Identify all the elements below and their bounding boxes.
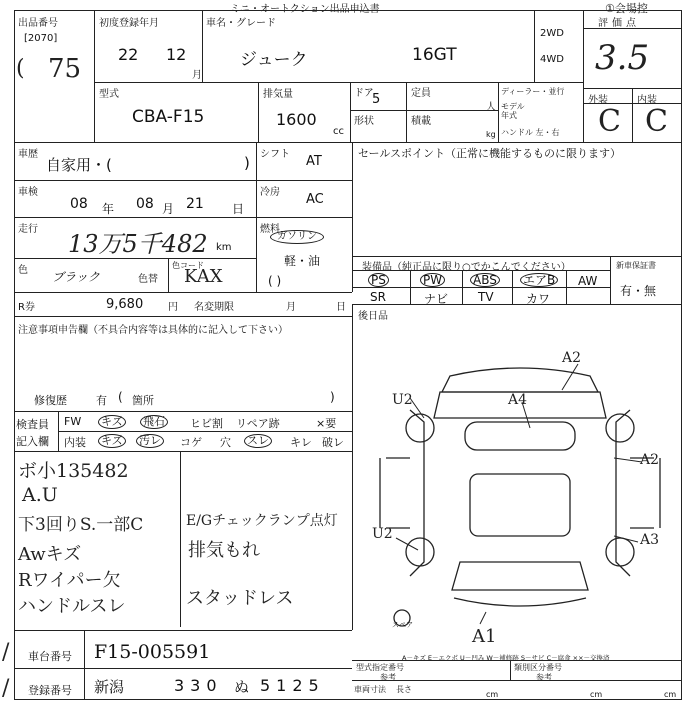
interior-label: 内装 xyxy=(637,95,657,106)
doors-value: 5 xyxy=(372,92,381,107)
registration-month-unit: 月 xyxy=(192,70,202,81)
shift-value: AT xyxy=(306,154,322,169)
insp-cut: キレ xyxy=(290,436,312,449)
note-right-3: スタッドレス xyxy=(186,588,294,609)
fuel-diesel: 軽・油 xyxy=(284,254,321,268)
registration-label: 初度登録年月 xyxy=(99,18,159,29)
equip-leather[interactable]: カワ xyxy=(526,292,551,306)
chassis-value: F15-005591 xyxy=(94,641,211,663)
note-left-5: Rワイパー欠 xyxy=(18,570,121,591)
repair-parts: 箇所 xyxy=(132,394,154,407)
equipment-label: 装備品（純正品に限り○でかこんでください） xyxy=(362,262,571,273)
plate-kana: ぬ xyxy=(234,678,250,696)
color-label: 色 xyxy=(18,265,28,276)
damage-legend: A－キズ E－エクボ U－凹み W－補修跡 S－サビ C－腐食 ××－交換済 xyxy=(402,654,610,662)
car-grade-label: 車名・グレード xyxy=(206,18,276,29)
inspector-label-1: 検査員 xyxy=(16,418,49,431)
model-value: CBA-F15 xyxy=(132,107,205,127)
displacement-value: 1600 xyxy=(276,110,317,129)
repair-paren-open: ( xyxy=(118,390,123,404)
plate-number: 5125 xyxy=(260,676,325,695)
class-ref: 参考 xyxy=(536,673,552,682)
mileage-value: 13万5千482 xyxy=(68,230,208,258)
shape-label: 形状 xyxy=(354,116,374,127)
car-grade: 16GT xyxy=(412,45,457,65)
inspection-day-unit: 日 xyxy=(232,202,245,216)
displacement-unit: cc xyxy=(333,126,344,137)
note-right-2: 排気もれ xyxy=(188,540,260,561)
damage-mark-5: U2 xyxy=(372,526,393,542)
note-right-1: E/Gチェックランプ点灯 xyxy=(186,513,338,529)
fuel-other: ( ) xyxy=(268,274,282,288)
insp-crack: ヒビ割 xyxy=(190,417,223,430)
insp-tear: 破レ xyxy=(322,436,344,449)
note-left-1: ボ小135482 xyxy=(18,460,129,482)
color-code-value: KAX xyxy=(184,266,223,287)
color-value: ブラック xyxy=(52,270,100,284)
capacity-label: 定員 xyxy=(411,88,431,99)
aircon-label: 冷房 xyxy=(260,187,280,198)
note-left-2: A.U xyxy=(22,484,58,506)
rating-value: 3.5 xyxy=(595,38,650,78)
lot-code: [2070] xyxy=(24,33,58,44)
insp-interior: 内装 xyxy=(64,436,86,449)
load-unit: kg xyxy=(486,130,496,139)
insp-int-scratch: キズ xyxy=(98,434,126,448)
fuel-label: 燃料 xyxy=(260,224,280,235)
insp-repair: リペア跡 xyxy=(236,417,280,430)
equip-airbag[interactable]: エアB xyxy=(520,273,558,287)
recycle-value: 9,680 xyxy=(106,297,144,312)
plate-region: 新潟 xyxy=(94,678,125,696)
inspection-year-unit: 年 xyxy=(102,202,115,216)
class-label: 類別区分番号 xyxy=(514,663,562,672)
color-code-label: 色コード xyxy=(172,261,204,270)
model-label: 型式 xyxy=(99,89,119,100)
damage-mark-4: A2 xyxy=(640,452,660,468)
repair-label: 修復歴 xyxy=(34,394,67,407)
length-unit-3: cm xyxy=(664,690,677,699)
note-left-4: Awキズ xyxy=(18,544,82,565)
insp-fw: FW xyxy=(64,415,82,428)
doors-label: ドア xyxy=(354,88,374,99)
equip-abs[interactable]: ABS xyxy=(470,273,500,287)
lot-label: 出品番号 xyxy=(18,18,58,29)
length-label: 長さ xyxy=(396,685,412,694)
exterior-grade: C xyxy=(598,104,621,139)
mileage-unit: km xyxy=(216,242,232,253)
insp-required: ×要 xyxy=(316,417,337,430)
registration-month: 12 xyxy=(166,45,187,64)
equip-navi[interactable]: ナビ xyxy=(424,292,449,306)
insp-hole: 穴 xyxy=(220,436,231,449)
top-title: ミニ・オートクション出品申込書 xyxy=(230,4,380,15)
fuel-gasoline: ガソリン xyxy=(270,230,324,244)
inspection-label: 車検 xyxy=(18,187,38,198)
damage-mark-1: A2 xyxy=(562,350,582,366)
color-change-label: 色替 xyxy=(138,274,158,285)
drive-2wd: 2WD xyxy=(540,28,564,39)
name-change-day: 日 xyxy=(336,302,346,313)
repair-value: 有 xyxy=(96,394,107,407)
aircon-value: AC xyxy=(306,192,324,207)
damage-mark-6: A3 xyxy=(640,532,660,548)
dealer-label: ディーラー・並行 xyxy=(501,87,565,96)
history-value: 自家用・( xyxy=(46,156,112,174)
length-unit-1: cm xyxy=(486,690,499,699)
recycle-label: R券 xyxy=(18,302,35,313)
equip-aw[interactable]: AW xyxy=(578,274,598,288)
damage-mark-3: A4 xyxy=(508,392,528,408)
car-length-label: 車両寸法 xyxy=(354,685,386,694)
history-close: ) xyxy=(244,154,250,172)
name-change-month: 月 xyxy=(286,302,296,313)
insp-scratch: キズ xyxy=(98,415,126,429)
inspector-label-2: 記入欄 xyxy=(16,435,49,448)
note-left-6: ハンドルスレ xyxy=(18,596,126,617)
footer-stroke-2: / xyxy=(2,676,10,701)
damage-mark-7: A1 xyxy=(472,626,497,647)
load-label: 積載 xyxy=(411,116,431,127)
model-year-label: モデル年式 xyxy=(501,102,525,120)
lot-number: 75 xyxy=(48,54,82,84)
interior-grade: C xyxy=(645,104,668,139)
plate-label: 登録番号 xyxy=(28,684,72,697)
car-name: ジューク xyxy=(240,50,308,70)
drive-4wd: 4WD xyxy=(540,54,564,65)
notes-label: 注意事項申告欄（不具合内容等は具体的に記入して下さい） xyxy=(18,325,288,336)
insp-chip: 飛石 xyxy=(140,415,168,429)
inspection-year: 08 xyxy=(70,196,88,212)
warranty-value: 有・無 xyxy=(620,284,657,298)
designation-ref: 参考 xyxy=(380,673,396,682)
mileage-label: 走行 xyxy=(18,224,38,235)
history-label: 車歴 xyxy=(18,149,38,160)
shift-label: シフト xyxy=(260,149,290,160)
rating-label: 評価点 xyxy=(598,18,640,29)
equip-ps[interactable]: PS xyxy=(368,273,389,287)
equip-sr[interactable]: SR xyxy=(370,290,386,304)
top-right-label: ①会場控 xyxy=(605,2,648,15)
insp-wear: スレ xyxy=(244,434,272,448)
displacement-label: 排気量 xyxy=(263,89,293,100)
warranty-label: 新車保証書 xyxy=(616,261,656,270)
exterior-label: 外装 xyxy=(588,95,608,106)
equip-pw[interactable]: PW xyxy=(420,273,445,287)
recycle-unit: 円 xyxy=(168,302,178,313)
designation-label: 型式指定番号 xyxy=(356,663,404,672)
registration-year: 22 xyxy=(118,45,139,64)
length-unit-2: cm xyxy=(590,690,603,699)
plate-class: 330 xyxy=(174,676,223,695)
insp-int-dirt: 汚レ xyxy=(136,434,164,448)
spare-label: スペア xyxy=(392,621,413,629)
inspection-day: 21 xyxy=(186,196,204,212)
later-date-label: 後日品 xyxy=(358,311,388,322)
footer-stroke-1: / xyxy=(2,640,10,665)
note-left-3: 下3回りS.一部C xyxy=(18,515,144,535)
equip-tv[interactable]: TV xyxy=(478,290,494,304)
insp-burn: コゲ xyxy=(180,436,202,449)
handle-label: ハンドル 左・右 xyxy=(501,128,560,137)
inspection-month-unit: 月 xyxy=(162,202,175,216)
chassis-label: 車台番号 xyxy=(28,650,72,663)
damage-mark-2: U2 xyxy=(392,392,413,408)
sales-points-label: セールスポイント（正常に機能するものに限ります） xyxy=(358,147,622,160)
capacity-unit: 人 xyxy=(486,102,496,113)
repair-paren-close: ) xyxy=(330,390,335,404)
name-change-label: 名変期限 xyxy=(194,302,234,313)
inspection-month: 08 xyxy=(136,196,154,212)
lot-bracket: ( xyxy=(16,56,25,81)
